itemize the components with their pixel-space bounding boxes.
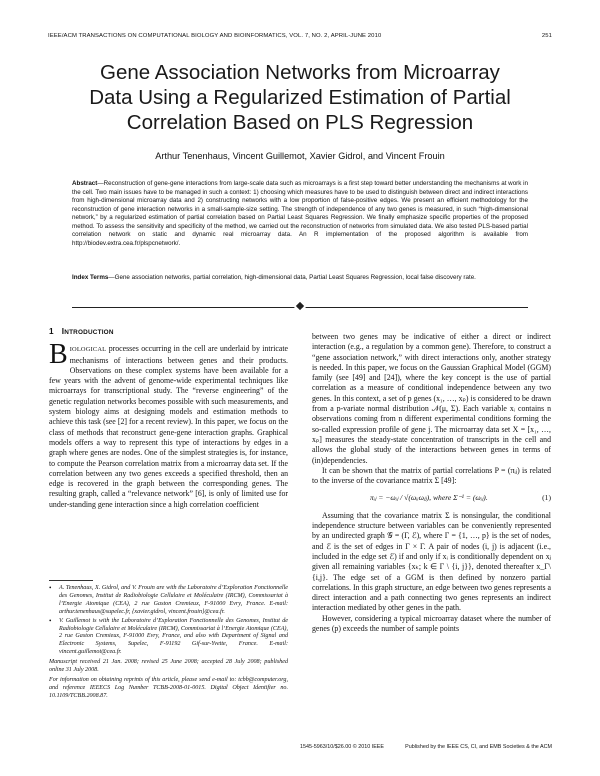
index-terms-text: —Gene association networks, partial correlation, high-dimensional data, Partial Least Squares Regression, local false discovery rate. (108, 274, 476, 281)
abstract-text: —Reconstruction of gene-gene interactions from large-scale data such as microarrays is a first step toward better understanding the mechanisms at work in the cell. Two main issues have to be managed in such a context: 1) choosing which measures have to be used to distinguish between direct and indirect interactions from high-dimensional microarray data and 2) constructing networks with a low proportion of false-positive edges. We present an efficient methodology for the reconstruction of gene interaction networks in a small-sample-size setting. The strength of independence of any two genes is measured, in such “high-dimensional network,” by a regularized estimation of partial correlation based on Partial Least Squares Regression. We finally emphasize specific properties of the proposed method. To assess the sensitivity and specificity of the method, we carried out the reconstruction of networks from simulated data. We also tested PLS-based partial correlation network on static and dynamic real microarray data. An R implementation of the proposed algorithm is available from http://biodev.extra.cea.fr/plspcnetwork/. (72, 180, 528, 247)
drop-cap: B (49, 339, 68, 371)
page-number: 251 (541, 33, 552, 39)
intro-paragraph (49, 339, 288, 510)
title-line: Data Using a Regularized Estimation of Partial (89, 86, 511, 109)
journal-name: IEEE/ACM TRANSACTIONS ON COMPUTATIONAL BIOLOGY AND BIOINFORMATICS, VOL. 7, NO. 2, APRIL-JUNE 2010 (48, 33, 382, 39)
manuscript-info: Manuscript received 21 Jan. 2008; revised 25 June 2008; accepted 28 July 2008; published online 31 July 2008. (49, 659, 288, 674)
bullet-icon: • (49, 584, 52, 592)
footnote-text: A. Tenenhaus, X. Gidrol, and V. Frouin are with the Laboratoire d’Exploration Fonctionnelle des Genomes, Institut de Radiobiologie Cellulaire et Moléculaire (IRCM), Commissariat à l’Energie Atomique (CEA), 2 rue Gaston Cremieux, F-91000 Evry, France. E-mail: arthur.tenenhaus@supelec.fr, {xavier.gidrol, vincent.frouin}@cea.fr. (59, 585, 288, 615)
paragraph: Assuming that the covariance matrix Σ is nonsingular, the conditional independence structure between variables can be conveniently represented by an undirected graph 𝒢 = (Γ, ℰ), where Γ = {1, …, p} is the set of nodes, and ℰ is the set of edges in Γ × Γ. A pair of nodes (i, j) is adjacent (i.e., included in the edge set ℰ) if and only if xᵢ is conditionally dependent on xⱼ given all remaining variables {xₖ; k ∈ Γ \ {i, j}}, denoted thereafter x_Γ\{i,j}. The edge set of a GGM is then defined by nonzero partial correlations. In this graph structure, an edge between two genes represents a direct interaction and a path connecting two genes represents an indirect interaction mediated by other genes in the path. (312, 510, 551, 613)
footnotes (49, 580, 288, 701)
reprint-info: For information on obtaining reprints of this article, please send e-mail to: tcbb@computer.org, and reference IEEECS Log Number TCBB-2008-01-0015. Digital Object Identifier no. 10.1109/TCBB.2008.87. (49, 676, 288, 699)
section-number: 1 (49, 327, 54, 336)
equation-number: (1) (542, 493, 551, 503)
footnote-rule (49, 580, 93, 581)
footnote-text: V. Guillemot is with the Laboratoire d’Exploration Fonctionnelle des Genomes, Institut de Radiobiologie Cellulaire et Moléculaire (IRCM), Commissariat à l’Energie Atomique (CEA), 2 rue Gaston Cremieux, F-91000 Evry, France, and also with Department of Signal and Electronic Systems, Supelec, F-91192 Gif-sur-Yvette, France. E-mail: vincent.guillemot@cea.fr. (59, 617, 288, 656)
footnote-item (49, 585, 288, 617)
paragraph-text: processes occurring in the cell are underlaid by intricate mechanisms of interactions between genes and their products. Observations on these complex systems have been available for a few years with the advent of genome-wide experimental techniques like microarrays for transcriptional study. The “reverse engineering” of the genetic regulation networks becomes possible with such measurements, and system biology aims at designing models and estimation methods to achieve this task (see [2] for a recent review). In this paper, we focus on the class of methods that reconstruct gene-gene interaction graphs. Graphical models offers a way to represent this type of interactions by edges in a graph where genes are nodes. One of the simplest strategies is, for instance, to compute the Pearson correlation matrix from a microarray data set. If the correlation between any two genes exceeds a specified threshold, then an edge is recovered in the graph between the corresponding genes. The resulting graph, called a “relevance network” [6], is only of limited use for under-standing gene interaction since a high correlation coefficient (49, 344, 288, 509)
abstract (72, 180, 528, 248)
section-title-initial: I (61, 327, 65, 336)
title-line: Gene Association Networks from Microarray (100, 61, 500, 84)
diamond-icon (296, 302, 304, 310)
equation (312, 493, 551, 503)
section-divider (72, 303, 528, 311)
running-head (48, 33, 552, 39)
right-column (312, 332, 551, 634)
paragraph: It can be shown that the matrix of partial correlations P = (πᵢⱼ) is related to the inverse of the covariance matrix Σ [49]: (312, 465, 551, 486)
paragraph: between two genes may be indicative of either a direct or indirect interaction (e.g., a regulation by a common gene). Therefore, to construct a “gene association network,” with direct interactions only, another strategy is needed. In this paper, we focus on the Gaussian Graphical Model (GGM) family (see [49] and [24]), where the key concept is the use of partial correlation as a measure of conditional independence between any two genes. In this context, a set of p genes (x₁, …, xₚ) is considered to be drawn from a p-variate normal distribution 𝒩(μ, Σ). Each variable xᵢ contains n observations coming from n different experimental conditions forming the so-called expression profile of gene j. The microarray data set X = [x₁, …, xₚ] measures the steady-state concentration of transcripts in the cell and allows the global study of the interactions between genes in terms of (in)dependencies. (312, 332, 551, 465)
title-line: Correlation Based on PLS Regression (126, 111, 474, 134)
section-title-rest: NTRODUCTION (64, 329, 114, 336)
paper-title (40, 60, 560, 135)
publisher-line: Published by the IEEE CS, CI, and EMB Societies & the ACM (405, 744, 552, 750)
smallcaps-lead: IOLOGICAL (69, 346, 107, 354)
section-heading (49, 327, 288, 338)
left-column (49, 327, 288, 510)
bottom-bar (300, 744, 552, 750)
issn-copyright: 1545-5963/10/$26.00 © 2010 IEEE (300, 744, 384, 750)
index-terms-label: Index Terms (72, 274, 109, 281)
bullet-icon: • (49, 616, 52, 625)
footnote-item (49, 618, 288, 658)
index-terms (72, 274, 528, 283)
author-list: Arthur Tenenhaus, Vincent Guillemot, Xavier Gidrol, and Vincent Frouin (155, 151, 445, 161)
abstract-label: Abstract (72, 180, 98, 187)
paragraph: However, considering a typical microarray dataset where the number of genes (p) exceeds the number of sample points (312, 613, 551, 634)
equation-body: πᵢⱼ = −ωᵢⱼ / √(ωᵢᵢωⱼⱼ), where Σ⁻¹ = (ωᵢⱼ). (370, 493, 488, 503)
